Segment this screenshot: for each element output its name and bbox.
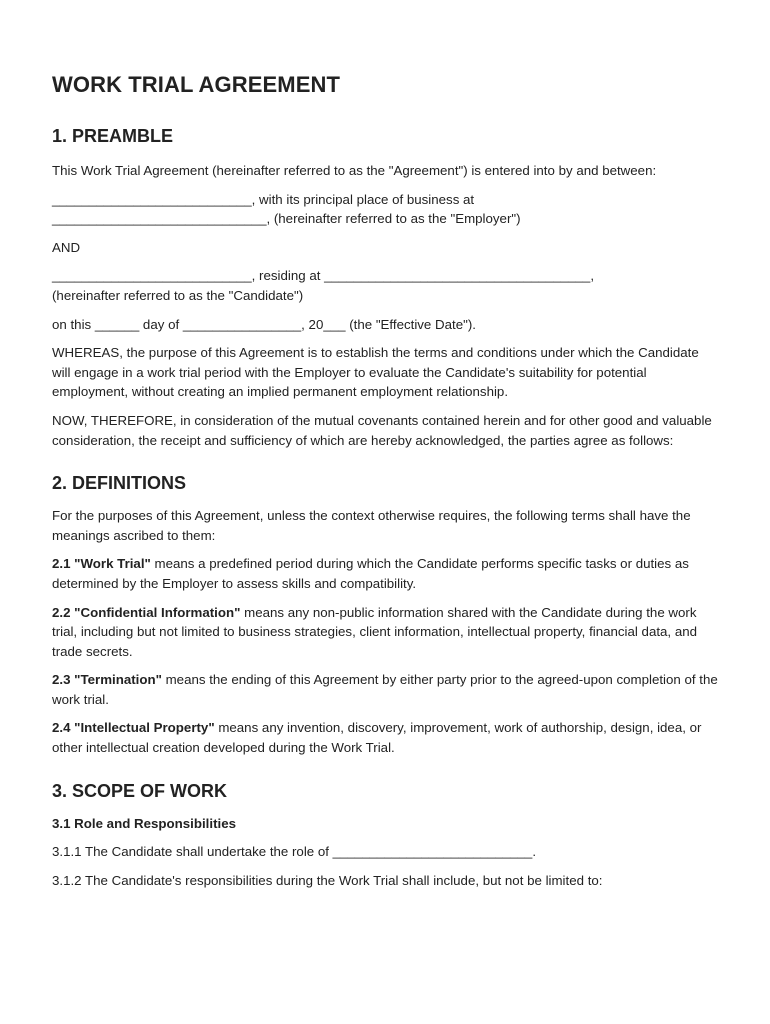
definition-item xyxy=(52,554,718,593)
employer-line-1: ___________________________, with its principal place of business at xyxy=(52,191,475,207)
candidate-line-1: ___________________________, residing at ____________________________________, xyxy=(52,268,595,284)
definition-item xyxy=(52,670,718,709)
definition-text: means a predefined period during which the Candidate performs specific tasks or duties as determined by the Employer to assess skills and compatibility. xyxy=(52,556,689,591)
definition-text: means any invention, discovery, improvement, work of authorship, design, idea, or other intellectual creation developed during the Work Trial. xyxy=(52,720,702,756)
section-heading-definitions: 2. DEFINITIONS xyxy=(52,473,187,494)
section-heading-preamble: 1. PREAMBLE xyxy=(52,126,174,146)
definition-text: means any non-public information shared with the Candidate during the work trial, including but not limited to business strategies, client information, intellectual property, financial data, and trade secrets. xyxy=(52,604,698,659)
preamble-intro: This Work Trial Agreement (hereinafter referred to as the "Agreement") is entered into by and between: xyxy=(52,163,657,178)
definition-term: 2.3 "Termination" xyxy=(52,672,162,688)
employer-line-2: _____________________________, (hereinafter referred to as the "Employer") xyxy=(52,211,521,227)
candidate-line-2: (hereinafter referred to as the "Candidate") xyxy=(52,287,304,303)
document-title: WORK TRIAL AGREEMENT xyxy=(52,72,340,97)
definition-term: 2.1 "Work Trial" xyxy=(52,556,151,572)
whereas-paragraph: WHEREAS, the purpose of this Agreement is to establish the terms and conditions under which the Candidate will engage in a work trial period with the Employer to evaluate the Candidate's suitability for potential employment, without creating an implied permanent employment relationship. xyxy=(52,345,699,400)
section-heading-scope: 3. SCOPE OF WORK xyxy=(52,780,228,801)
clause-3-1-1: 3.1.1 The Candidate shall undertake the role of ___________________________. xyxy=(52,844,537,860)
and-separator: AND xyxy=(52,239,81,255)
now-therefore-paragraph: NOW, THEREFORE, in consideration of the mutual covenants contained herein and for other good and valuable consideration, the receipt and sufficiency of which are hereby acknowledged, the parties agree as follows: xyxy=(52,412,712,448)
definition-item xyxy=(52,718,718,757)
definition-term: 2.4 "Intellectual Property" xyxy=(52,720,215,736)
effective-date-line: on this ______ day of ________________, 20___ (the "Effective Date"). xyxy=(52,316,476,332)
definition-term: 2.2 "Confidential Information" xyxy=(52,604,241,620)
clause-3-1-2: 3.1.2 The Candidate's responsibilities during the Work Trial shall include, but not be limited to: xyxy=(52,872,603,888)
definitions-intro: For the purposes of this Agreement, unless the context otherwise requires, the following terms shall have the meanings ascribed to them: xyxy=(52,508,691,543)
subheading-role: 3.1 Role and Responsibilities xyxy=(52,815,236,831)
definition-text: means the ending of this Agreement by either party prior to the agreed-upon completion of the work trial. xyxy=(52,672,718,707)
definition-item xyxy=(52,603,718,662)
